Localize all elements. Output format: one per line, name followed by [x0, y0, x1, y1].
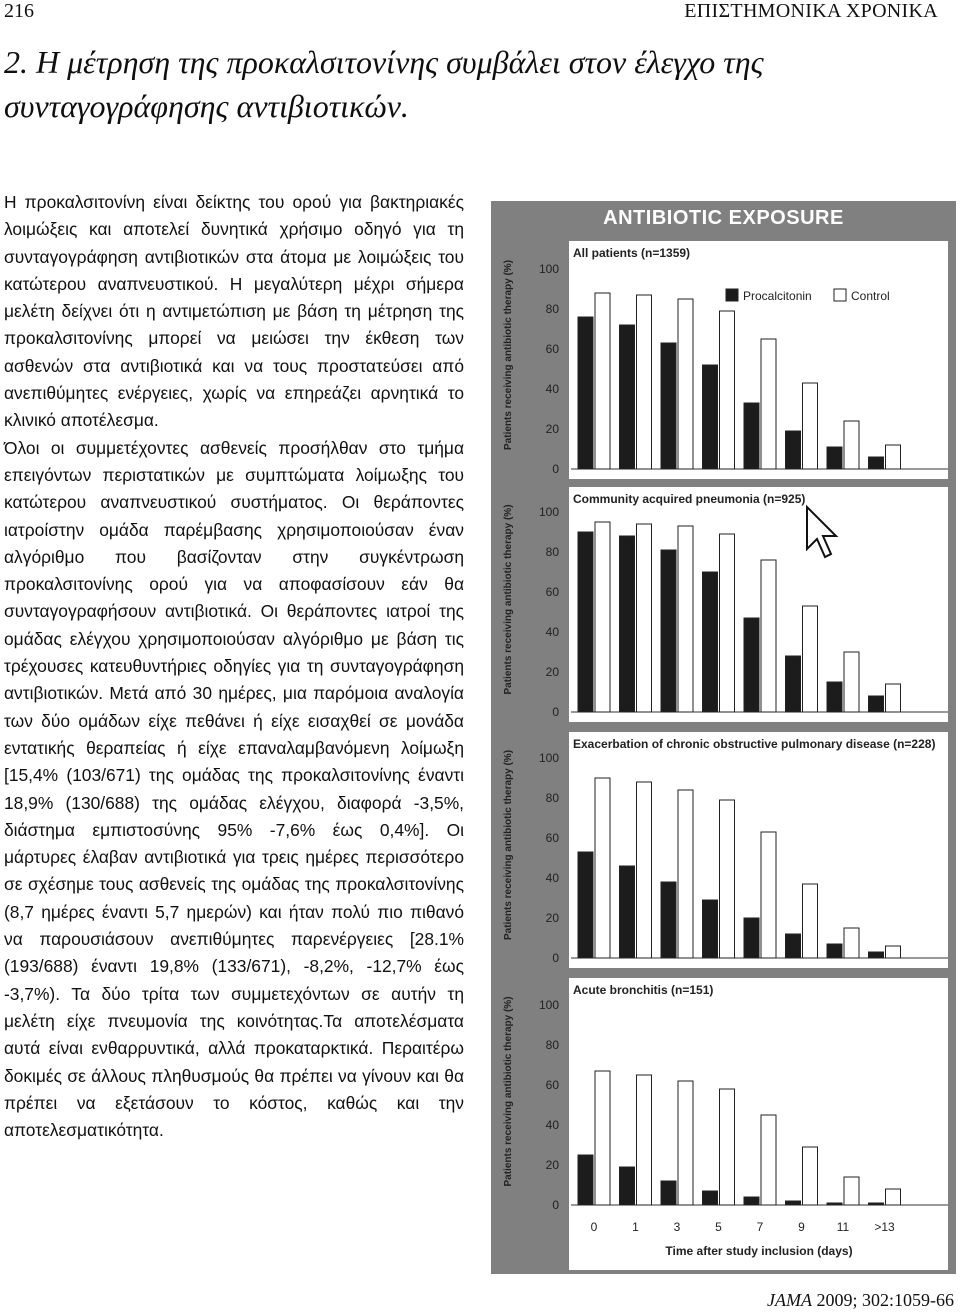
bar-control — [720, 1089, 735, 1205]
bar-procalcitonin — [620, 325, 635, 469]
bar-procalcitonin — [661, 550, 676, 712]
bar-control — [637, 782, 652, 958]
y-axis-label: Patients receiving antibiotic therapy (%) — [503, 996, 514, 1187]
bar-control — [844, 421, 859, 469]
bar-procalcitonin — [620, 866, 635, 958]
bar-procalcitonin — [578, 852, 593, 958]
y-tick-label: 0 — [552, 951, 559, 965]
y-tick-label: 40 — [545, 871, 559, 885]
bar-control — [803, 884, 818, 958]
bar-control — [803, 1147, 818, 1205]
antibiotic-exposure-figure — [491, 201, 956, 1274]
bar-control — [886, 1189, 901, 1205]
bar-control — [720, 311, 735, 469]
bar-control — [595, 522, 610, 712]
bar-procalcitonin — [869, 457, 884, 469]
bar-procalcitonin — [869, 952, 884, 958]
citation — [767, 1290, 954, 1311]
bar-control — [720, 800, 735, 958]
x-tick-label: 1 — [632, 1220, 639, 1234]
bar-control — [595, 1071, 610, 1205]
bar-procalcitonin — [744, 403, 759, 469]
y-tick-label: 40 — [545, 625, 559, 639]
y-tick-label: 20 — [545, 911, 559, 925]
y-axis-label: Patients receiving antibiotic therapy (%) — [503, 259, 514, 451]
bar-control — [595, 778, 610, 958]
bar-control — [637, 524, 652, 712]
bar-procalcitonin — [827, 944, 842, 958]
x-tick-label: 5 — [715, 1220, 722, 1234]
y-tick-label: 100 — [538, 998, 559, 1012]
y-tick-label: 80 — [545, 302, 559, 316]
figure-title: ANTIBIOTIC EXPOSURE — [603, 207, 844, 229]
citation-journal: JAMA — [767, 1290, 812, 1310]
x-tick-label: 11 — [836, 1220, 850, 1234]
bar-procalcitonin — [703, 900, 718, 958]
bar-procalcitonin — [703, 1191, 718, 1205]
bar-control — [761, 560, 776, 712]
bar-procalcitonin — [578, 317, 593, 469]
bar-control — [678, 299, 693, 469]
panel-title: Acute bronchitis (n=151) — [573, 983, 714, 997]
y-tick-label: 60 — [545, 342, 559, 356]
bar-procalcitonin — [620, 1167, 635, 1205]
bar-procalcitonin — [744, 918, 759, 958]
bar-control — [678, 790, 693, 958]
y-tick-label: 40 — [545, 1118, 559, 1132]
bar-control — [844, 928, 859, 958]
y-tick-label: 0 — [552, 1198, 559, 1212]
y-tick-label: 60 — [545, 1078, 559, 1092]
bar-control — [678, 1081, 693, 1205]
bar-control — [595, 293, 610, 469]
y-tick-label: 100 — [538, 505, 559, 519]
chart-canvas — [491, 201, 956, 1274]
bar-procalcitonin — [786, 431, 801, 469]
bar-procalcitonin — [869, 1203, 884, 1205]
y-tick-label: 80 — [545, 1038, 559, 1052]
citation-reference: 2009; 302:1059-66 — [816, 1290, 954, 1310]
y-tick-label: 40 — [545, 382, 559, 396]
legend-swatch — [726, 289, 738, 301]
y-tick-label: 60 — [545, 585, 559, 599]
bar-procalcitonin — [578, 532, 593, 712]
x-tick-label: 3 — [673, 1220, 681, 1234]
x-tick-label: >13 — [874, 1220, 895, 1234]
x-tick-label: 0 — [590, 1220, 598, 1234]
legend-label: Control — [851, 289, 890, 303]
section-heading: 2. Η μέτρηση της προκαλσιτονίνης συμβάλει στον έλεγχο της συνταγογράφησης αντιβιοτικών. — [4, 44, 764, 124]
legend-label: Procalcitonin — [743, 289, 812, 303]
y-tick-label: 20 — [545, 422, 559, 436]
y-axis-label: Patients receiving antibiotic therapy (%) — [503, 749, 514, 941]
y-tick-label: 20 — [545, 1158, 559, 1172]
bar-procalcitonin — [703, 572, 718, 712]
y-tick-label: 60 — [545, 831, 559, 845]
bar-procalcitonin — [578, 1155, 593, 1205]
y-tick-label: 80 — [545, 545, 559, 559]
y-tick-label: 100 — [538, 751, 559, 765]
x-tick-label: 7 — [756, 1220, 764, 1234]
bar-procalcitonin — [661, 343, 676, 469]
journal-name: ΕΠΙΣΤΗΜΟΝΙΚΑ ΧΡΟΝΙΚΑ — [684, 0, 938, 22]
bar-procalcitonin — [661, 1181, 676, 1205]
paragraph-1: Η προκαλσιτονίνη είναι δείκτης του ορού για βακτηριακές λοιμώξεις και αποτελεί δυνητικά χρήσιμο οδηγό για τη συνταγογράφηση αντιβιοτικών στα άτομα με λοιμώξεις του κατώτερου αναπνευστικού. Η μεγαλύτερη μέχρι σήμερα μελέτη δείχνει ότι η αντιμετώπιση με βάση τη μέτρηση της προκαλσιτονίνης μπορεί να μειώσει την έκθεση των ασθενών στα αντιβιοτικά και να τους προστατεύσει από ανεπιθύμητες ενέργειες, χωρίς να επηρεάζει αρνητικά το κλινικό αποτέλεσμα. — [4, 192, 464, 431]
y-tick-label: 20 — [545, 665, 559, 679]
bar-control — [637, 295, 652, 469]
bar-control — [761, 1115, 776, 1205]
panel-title: All patients (n=1359) — [573, 246, 691, 260]
paragraph-2: Όλοι οι συμμετέχοντες ασθενείς προσήλθαν στο τμήμα επειγόντων περιστατικών με συμπτώματα λοίμωξης του κατώτερου αναπνευστικού συστήματος. Οι θεράποντες ιατροίστην ομάδα παρέμβασης χρησιμοποιούσαν έναν αλγόριθμο που βασίζονταν στην συγκέντρωση προκαλσιτονίνης ορού για να αποφασίσουν εάν θα συνταγογραφήσουν αντιβιοτικά. Οι θεράποντες ιατροί της ομάδας ελέγχου χρησιμοποιούσαν αλγόριθμο με βάση τις τρέχουσες κατευθυντήριες οδηγίες για τη συνταγογράφηση αντιβιοτικών. Μετά από 30 ημέρες, μια παρόμοια αναλογία των δύο ομάδων είχε πεθάνει ή είχε εισαχθεί σε μονάδα εντατικής θεραπείας ή είχε επαναλαμβανόμενη λοίμωξη [15,4% (103/671) της ομάδας της προκαλσιτονίνης έναντι 18,9% (130/688) της ομάδας ελέγχου, διαφορά -3,5%, διάστημα εμπιστοσύνης 95% -7,6% έως 0,4%]. Οι μάρτυρες έλαβαν αντιβιοτικά για τρεις ημέρες περισσότερο σε σχέσημε τους ασθενείς της ομάδας της προκαλσιτονίνης (8,7 ημέρες έναντι 5,7 ημερών) και ήταν πολύ πιο πιθανό να παρουσιάσουν ανεπιθύμητες παρενέργειες [28.1% (193/688) έναντι 19,8% (133/671), -8,2%, -12,7% έως -3,7%). Τα δύο τρίτα των συμμετεχόντων σε αυτήν τη μελέτη είχε πνευμονία της κοινότητας.Τα αποτελέσματα αυτά είναι ενθαρρυντικά, αλλά προκαταρκτικά. Περαιτέρω δοκιμές σε άλλους πληθυσμούς θα πρέπει να γίνουν και θα πρέπει να εξετάσουν το κόστος, καθώς και την αποτελεσματικότητα. — [4, 437, 464, 1141]
bar-procalcitonin — [744, 1197, 759, 1205]
bar-procalcitonin — [869, 696, 884, 712]
y-axis-label: Patients receiving antibiotic therapy (%) — [503, 504, 514, 695]
x-axis-title: Time after study inclusion (days) — [665, 1244, 853, 1258]
bar-control — [637, 1075, 652, 1205]
bar-procalcitonin — [827, 447, 842, 469]
x-tick-label: 9 — [798, 1220, 805, 1234]
legend-swatch — [834, 289, 846, 301]
bar-control — [803, 383, 818, 469]
bar-procalcitonin — [703, 365, 718, 469]
bar-procalcitonin — [827, 682, 842, 712]
bar-procalcitonin — [786, 656, 801, 712]
bar-control — [886, 684, 901, 712]
y-tick-label: 0 — [552, 462, 559, 476]
bar-control — [678, 526, 693, 712]
bar-control — [844, 652, 859, 712]
bar-procalcitonin — [744, 618, 759, 712]
bar-control — [720, 534, 735, 712]
bar-procalcitonin — [827, 1203, 842, 1205]
bar-control — [886, 445, 901, 469]
bar-procalcitonin — [786, 1201, 801, 1205]
bar-control — [844, 1177, 859, 1205]
article-body — [4, 189, 464, 1144]
bar-control — [761, 339, 776, 469]
y-tick-label: 0 — [552, 705, 559, 719]
page-number: 216 — [4, 0, 34, 22]
panel-title: Community acquired pneumonia (n=925) — [573, 492, 806, 506]
bar-control — [803, 606, 818, 712]
bar-procalcitonin — [620, 536, 635, 712]
y-tick-label: 100 — [538, 262, 559, 276]
bar-procalcitonin — [786, 934, 801, 958]
y-tick-label: 80 — [545, 791, 559, 805]
panel-title: Exacerbation of chronic obstructive pulmonary disease (n=228) — [573, 737, 936, 751]
bar-procalcitonin — [661, 882, 676, 958]
bar-control — [886, 946, 901, 958]
bar-control — [761, 832, 776, 958]
